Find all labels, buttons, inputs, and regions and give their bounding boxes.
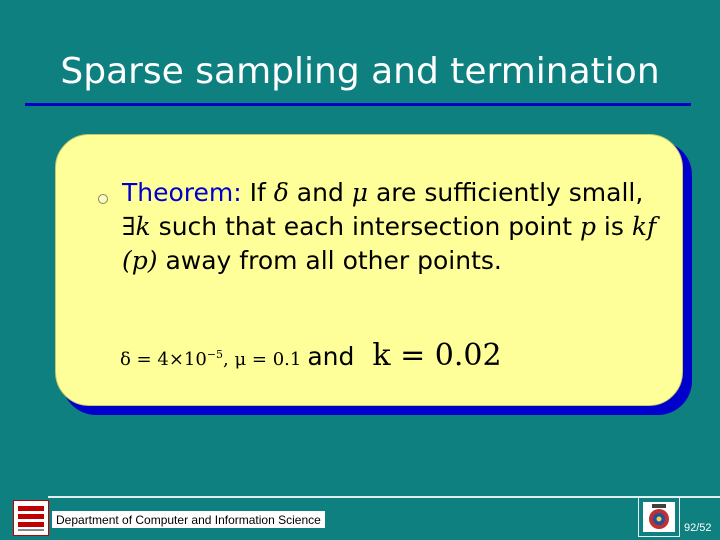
theorem-text-part: is (595, 212, 632, 241)
ohio-state-logo (13, 500, 49, 536)
mu-value: , μ = 0.1 (223, 349, 302, 370)
theorem-label: Theorem: (122, 178, 242, 207)
title-underline (25, 103, 691, 106)
k-value: k = 0.02 (372, 338, 502, 373)
p-symbol: p (579, 212, 596, 241)
formula-and-label: and (307, 342, 355, 371)
theorem-text-part: away from all other points. (157, 246, 502, 275)
theorem-text-part: If (241, 178, 274, 207)
theorem-text (122, 176, 662, 278)
footer-divider (48, 496, 720, 498)
page-number: 92/52 (684, 522, 712, 534)
theorem-text-part: are sufficiently small, (368, 178, 644, 207)
university-emblem (638, 497, 680, 537)
emblem-icon (639, 498, 679, 536)
delta-exponent: −5 (206, 348, 224, 361)
delta-symbol: δ (273, 178, 289, 207)
ohio-state-logo-icon (14, 501, 48, 535)
parameter-formula (120, 338, 502, 373)
department-name: Department of Computer and Information Science (52, 511, 325, 528)
delta-value: δ = 4×10 (120, 349, 207, 370)
theorem-text-part: and (288, 178, 352, 207)
bullet-icon (98, 194, 108, 204)
slide-title: Sparse sampling and termination (60, 51, 660, 92)
kfp-symbol: kf (p) (122, 212, 657, 275)
parameter-values (120, 348, 301, 370)
exists-k-symbol: ∃k (122, 212, 151, 241)
theorem-text-part: such that each intersection point (150, 212, 580, 241)
mu-symbol: μ (351, 178, 369, 207)
